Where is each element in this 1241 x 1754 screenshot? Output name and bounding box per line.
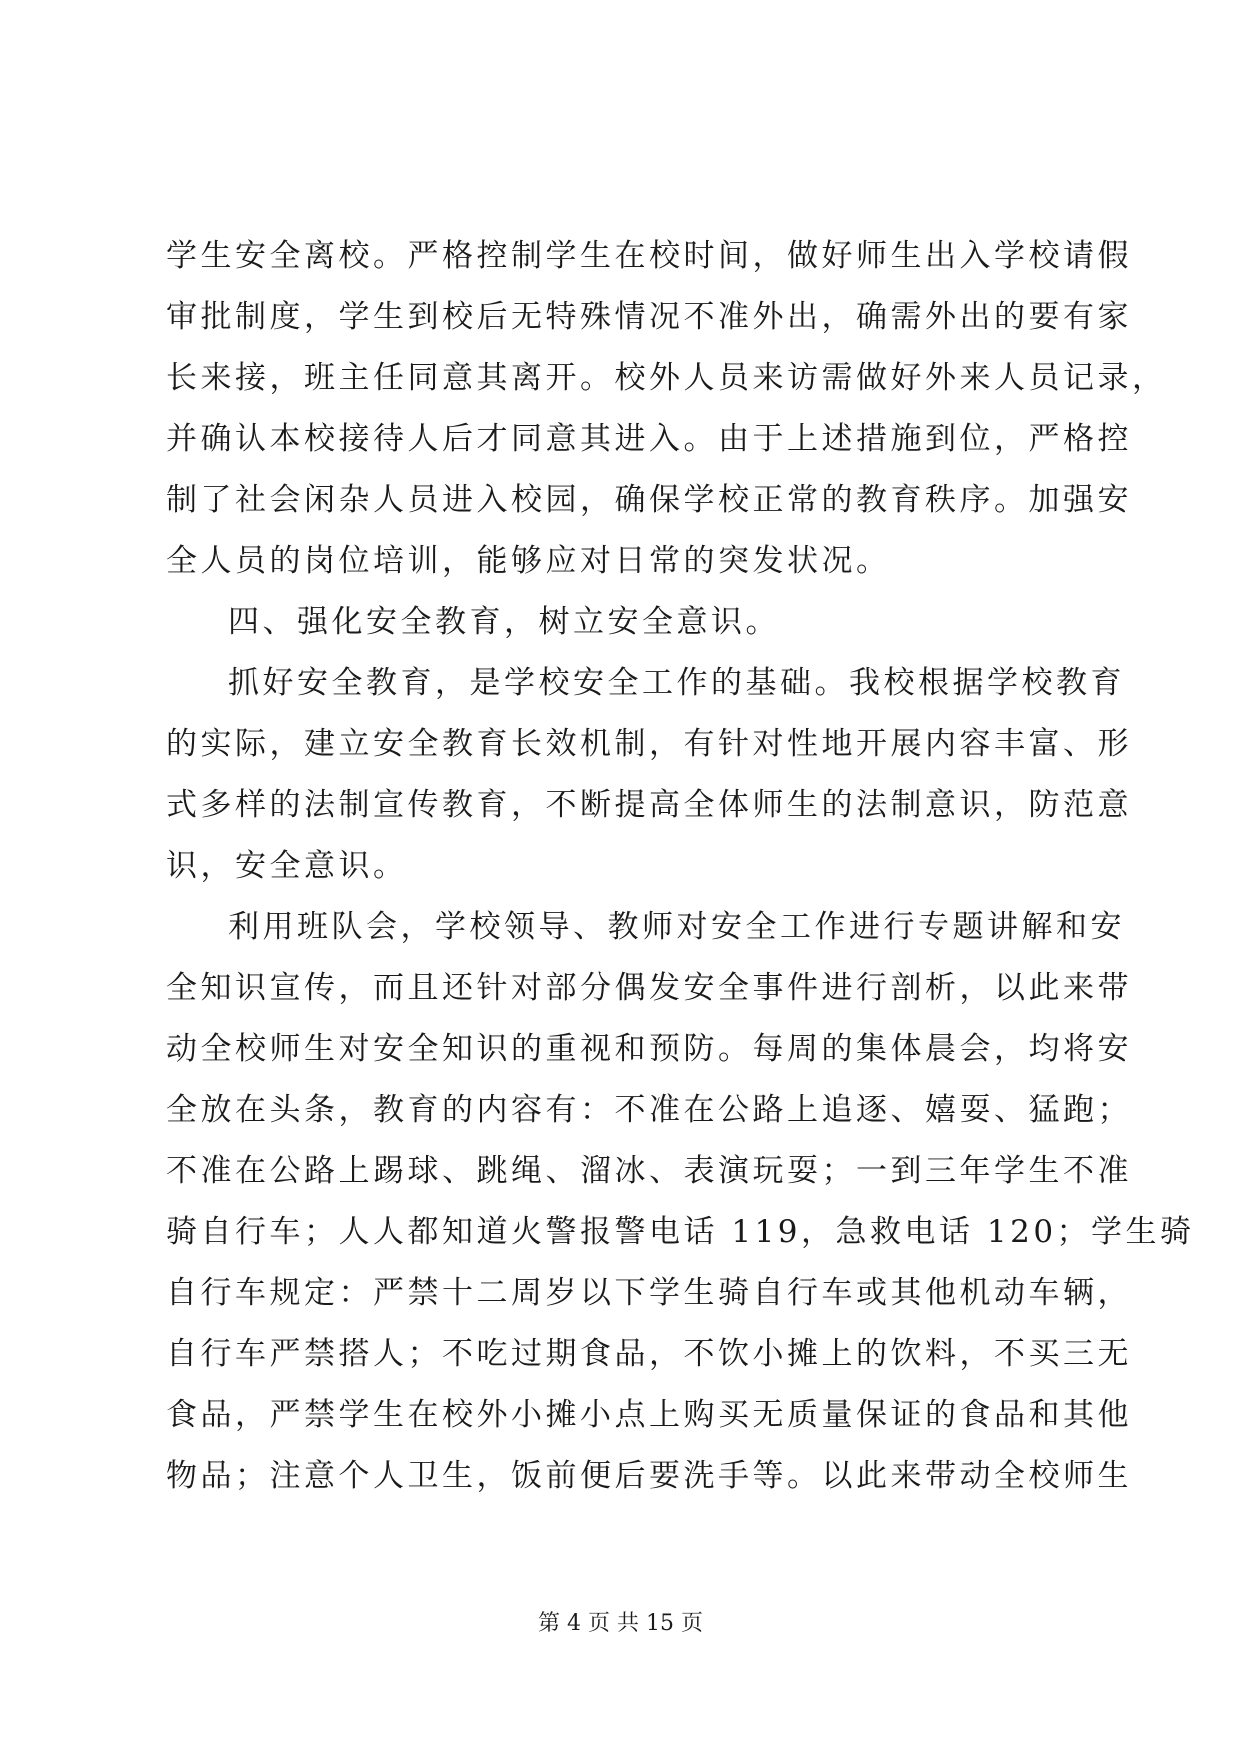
text-line: 的实际，建立安全教育长效机制，有针对性地开展内容丰富、形	[166, 726, 1132, 762]
text-line: 自行车严禁搭人；不吃过期食品，不饮小摊上的饮料，不买三无	[166, 1336, 1132, 1372]
text-line: 制了社会闲杂人员进入校园，确保学校正常的教育秩序。加强安	[166, 482, 1132, 518]
page-number-footer: 第 4 页 共 15 页	[538, 1611, 703, 1636]
text-line: 利用班队会，学校领导、教师对安全工作进行专题讲解和安	[228, 909, 1125, 945]
text-line: 长来接，班主任同意其离开。校外人员来访需做好外来人员记录，	[166, 360, 1167, 396]
text-line: 学生安全离校。严格控制学生在校时间，做好师生出入学校请假	[166, 238, 1132, 274]
document-body	[166, 226, 1195, 1507]
text-line: 识，安全意识。	[166, 848, 408, 884]
text-line: 审批制度，学生到校后无特殊情况不准外出，确需外出的要有家	[166, 299, 1132, 335]
text-line: 不准在公路上踢球、跳绳、溜冰、表演玩耍；一到三年学生不准	[166, 1153, 1132, 1189]
text-line: 动全校师生对安全知识的重视和预防。每周的集体晨会，均将安	[166, 1031, 1132, 1067]
text-line: 全放在头条，教育的内容有：不准在公路上追逐、嬉耍、猛跑；	[166, 1092, 1132, 1128]
text-line: 抓好安全教育，是学校安全工作的基础。我校根据学校教育	[228, 665, 1125, 701]
text-line: 骑自行车；人人都知道火警报警电话 119，急救电话 120；学生骑	[166, 1214, 1195, 1250]
text-line: 并确认本校接待人后才同意其进入。由于上述措施到位，严格控	[166, 421, 1132, 457]
text-line: 物品；注意个人卫生，饭前便后要洗手等。以此来带动全校师生	[166, 1458, 1132, 1494]
text-line: 全知识宣传，而且还针对部分偶发安全事件进行剖析，以此来带	[166, 970, 1132, 1006]
text-line: 全人员的岗位培训，能够应对日常的突发状况。	[166, 543, 891, 579]
text-line: 式多样的法制宣传教育，不断提高全体师生的法制意识，防范意	[166, 787, 1132, 823]
text-line: 食品，严禁学生在校外小摊小点上购买无质量保证的食品和其他	[166, 1397, 1132, 1433]
text-line: 自行车规定：严禁十二周岁以下学生骑自行车或其他机动车辆，	[166, 1275, 1132, 1311]
section-heading: 四、强化安全教育，树立安全意识。	[228, 604, 780, 640]
